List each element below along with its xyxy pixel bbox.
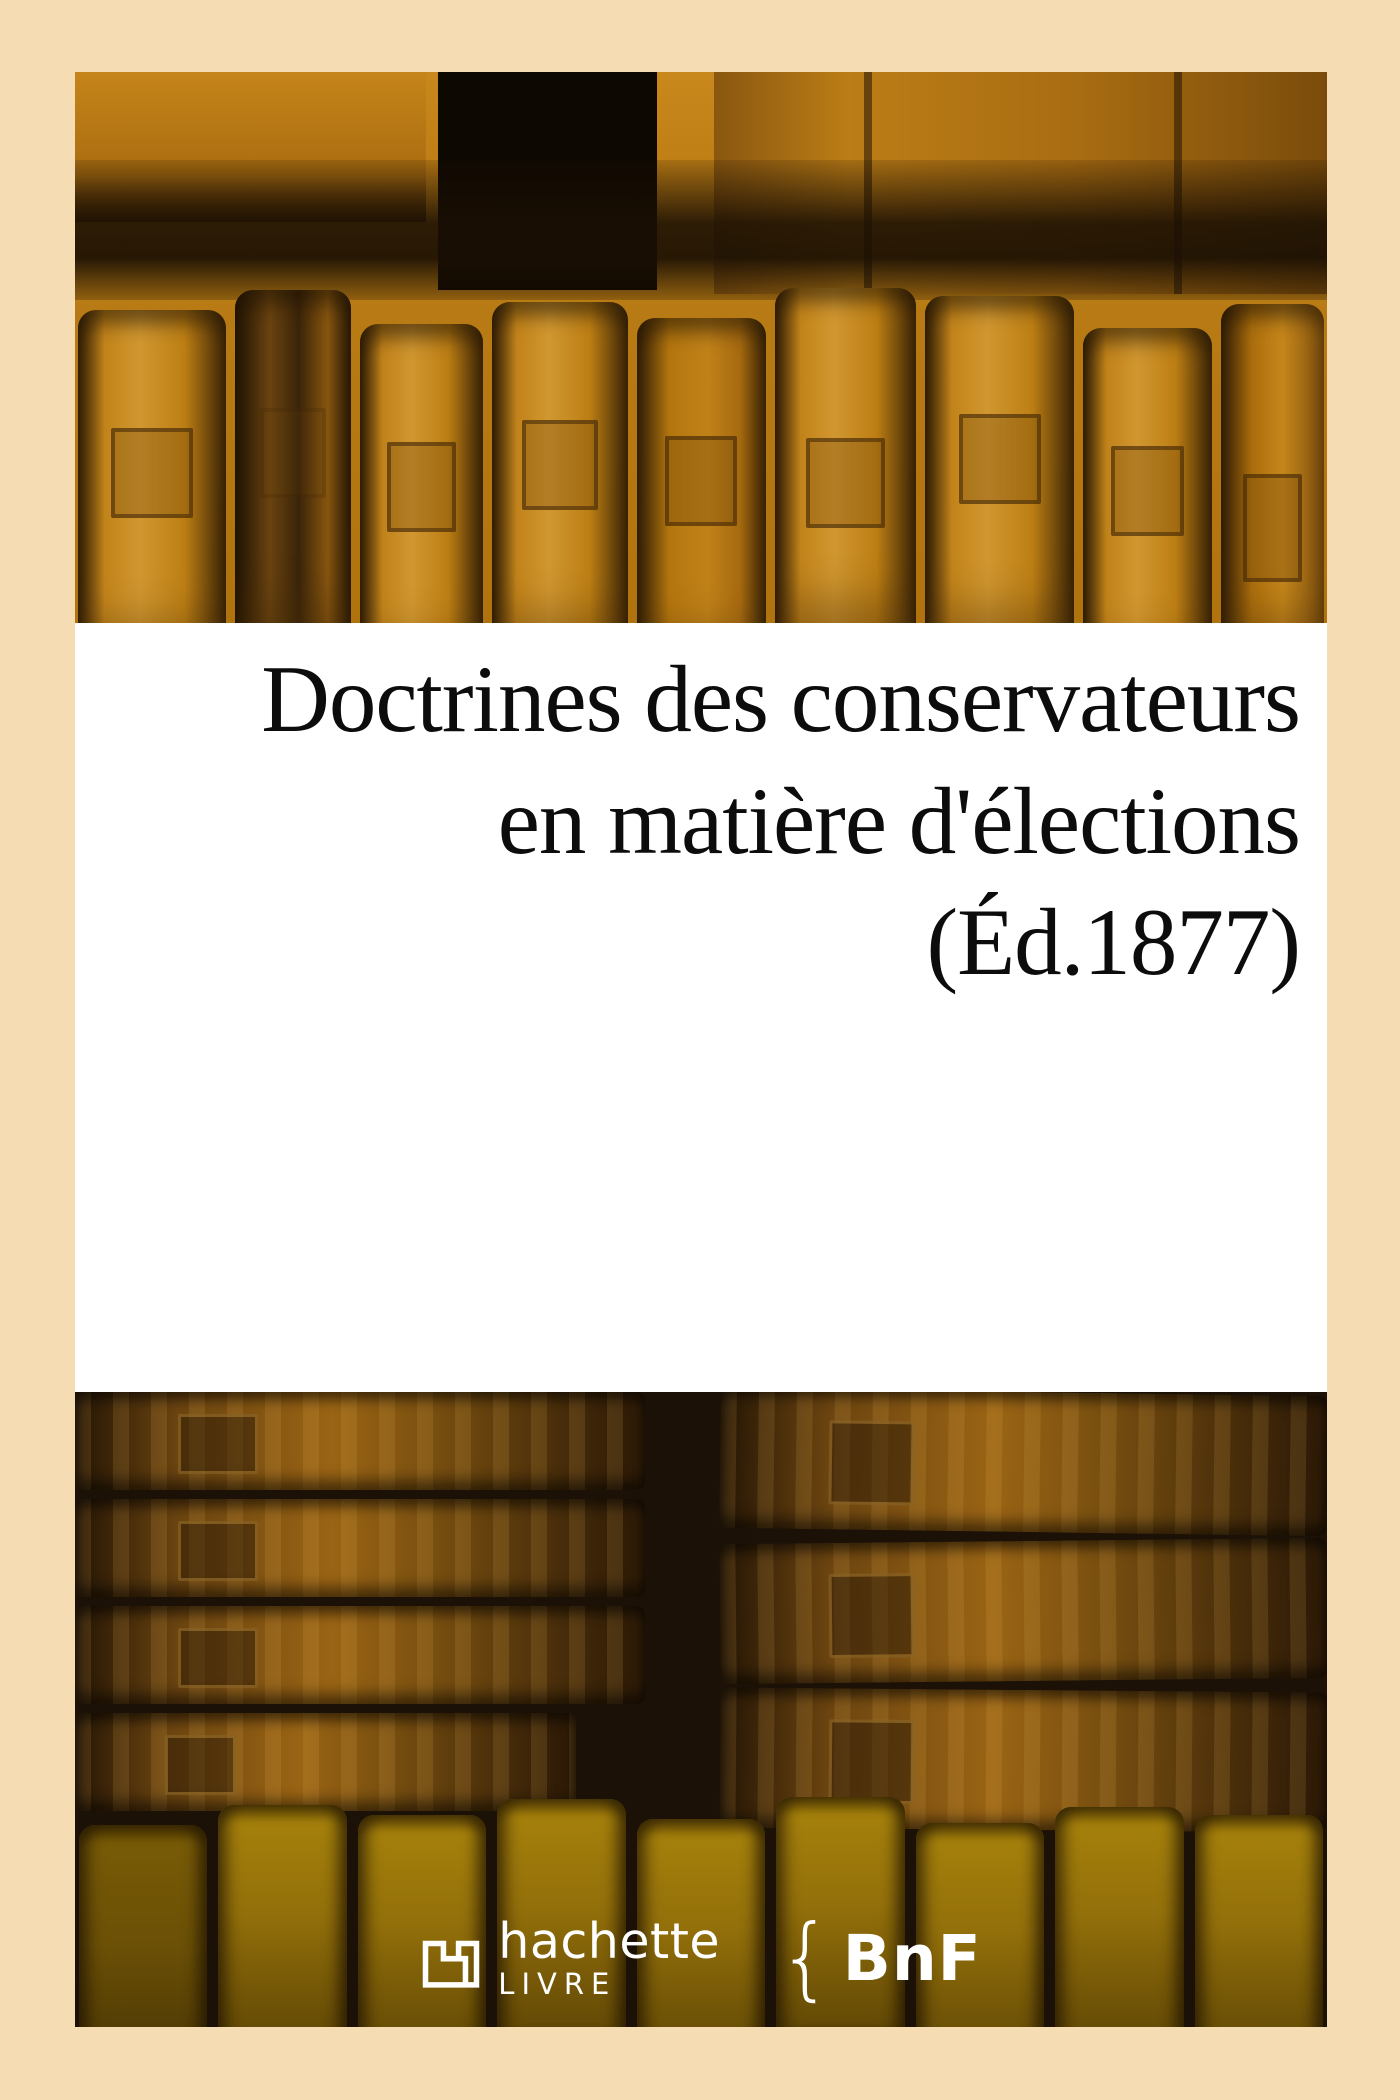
book-stack-right <box>720 1392 1327 1842</box>
title-band <box>75 623 1327 1392</box>
book-spine <box>78 310 226 623</box>
spine-label <box>387 442 456 532</box>
stacked-book <box>75 1392 645 1490</box>
stacked-book <box>75 1606 645 1704</box>
title-line-2: en matière d'élections <box>497 767 1300 874</box>
book-spine <box>1083 328 1212 623</box>
publisher-logos <box>75 1905 1327 2011</box>
stacked-book <box>719 1392 1327 1536</box>
bnf-wordmark: BnF <box>842 1921 982 1995</box>
spine-label <box>806 438 885 528</box>
cover-content <box>75 72 1327 2027</box>
book-spine <box>637 318 766 623</box>
hachette-wordmark: hachette <box>498 1913 721 1970</box>
spine-label <box>1111 446 1184 536</box>
hachette-livre-logo <box>420 1913 721 2001</box>
spine-label <box>260 408 326 498</box>
book-spine <box>360 324 483 623</box>
hachette-text <box>498 1913 721 2001</box>
book-spine <box>1221 304 1324 623</box>
spine-label <box>665 436 738 526</box>
book-spine <box>925 296 1073 623</box>
bnf-logo <box>778 1905 982 2011</box>
stacked-book <box>75 1499 645 1597</box>
livre-wordmark: LIVRE <box>498 1967 617 2001</box>
spine-label <box>1243 474 1303 582</box>
spine-label <box>522 420 598 510</box>
title-block <box>75 623 1327 1004</box>
book-stack-left <box>75 1392 645 1812</box>
spine-label <box>959 414 1041 504</box>
stacked-book <box>719 1538 1327 1684</box>
book-spine-row <box>75 284 1327 623</box>
bnf-brace-icon: { <box>778 1905 833 2011</box>
book-spine <box>492 302 627 623</box>
title-line-1: Doctrines des conservateurs <box>261 646 1300 752</box>
shelf-shadow <box>75 160 1327 300</box>
bookshelf-photo-top <box>75 72 1327 623</box>
edition-year: (Éd.1877) <box>926 889 1300 996</box>
book-spine <box>775 288 917 623</box>
hachette-logo-icon <box>420 1923 482 1993</box>
bookshelf-photo-bottom <box>75 1392 1327 2027</box>
spine-label <box>111 428 193 518</box>
book-spine <box>235 290 351 623</box>
